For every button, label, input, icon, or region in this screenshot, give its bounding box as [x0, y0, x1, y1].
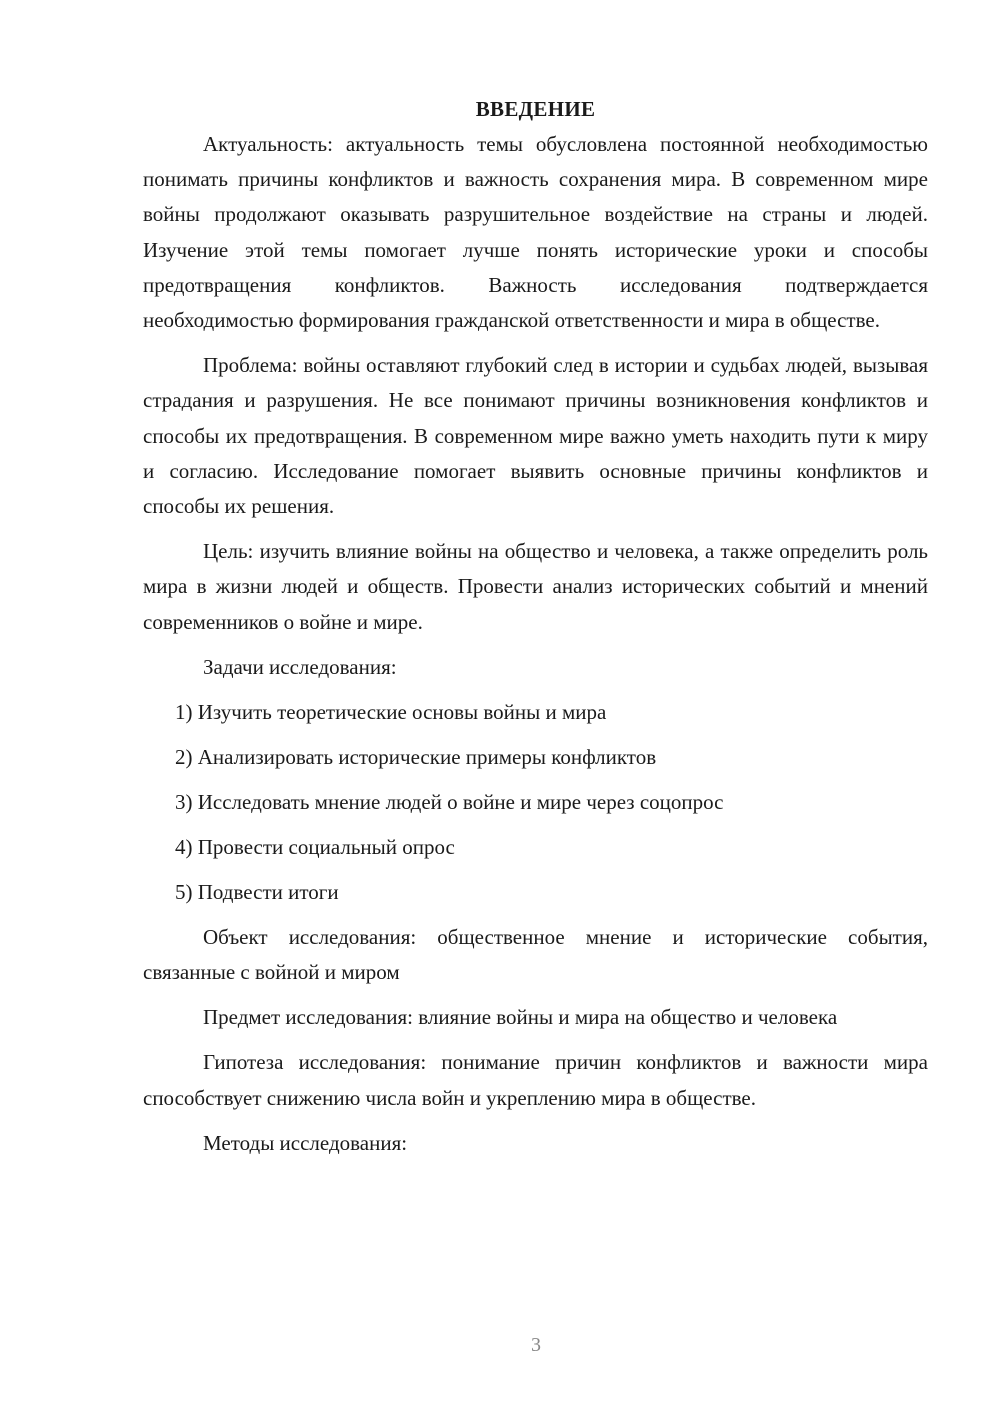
task-item: 3) Исследовать мнение людей о войне и мире через соцопрос	[175, 789, 724, 814]
paragraph-hypothesis: Гипотеза исследования: понимание причин конфликтов и важности мира способствует снижению числа войн и укреплению мира в обществе.	[143, 1050, 928, 1110]
methods-heading: Методы исследования:	[203, 1130, 408, 1155]
paragraph-relevance: Актуальность: актуальность темы обусловлена постоянной необходимостью понимать причины конфликтов и важность сохранения мира. В современном мире войны продолжают оказывать разрушительное воздействие на страны и людей. Изучение этой темы помогает лучше понять исторические уроки и способы предотвращения конфликтов. Важность исследования подтверждается необходимостью формирования гражданской ответственности и мира в обществе.	[143, 132, 928, 333]
paragraph-problem: Проблема: войны оставляют глубокий след в истории и судьбах людей, вызывая страдания и разрушения. Не все понимают причины возникновения конфликтов и способы их предотвращения. В современном мире важно уметь находить пути к миру и согласию. Исследование помогает выявить основные причины конфликтов и способы их решения.	[143, 353, 928, 519]
paragraph-object: Объект исследования: общественное мнение и исторические события, связанные с войной и миром	[143, 924, 928, 985]
task-item: 5) Подвести итоги	[175, 879, 339, 904]
document-page	[143, 92, 928, 1171]
task-item: 4) Провести социальный опрос	[175, 834, 455, 859]
task-item: 2) Анализировать исторические примеры конфликтов	[175, 744, 657, 769]
task-item: 1) Изучить теоретические основы войны и мира	[175, 699, 607, 724]
paragraph-goal: Цель: изучить влияние войны на общество и человека, а также определить роль мира в жизни людей и обществ. Провести анализ исторических событий и мнений современников о войне и мире.	[143, 539, 928, 634]
tasks-list	[143, 695, 928, 910]
page-title: ВВЕДЕНИЕ	[475, 97, 596, 121]
paragraph-subject: Предмет исследования: влияние войны и мира на общество и человека	[203, 1005, 838, 1030]
tasks-heading: Задачи исследования:	[203, 654, 397, 679]
page-number: 3	[531, 1334, 541, 1356]
